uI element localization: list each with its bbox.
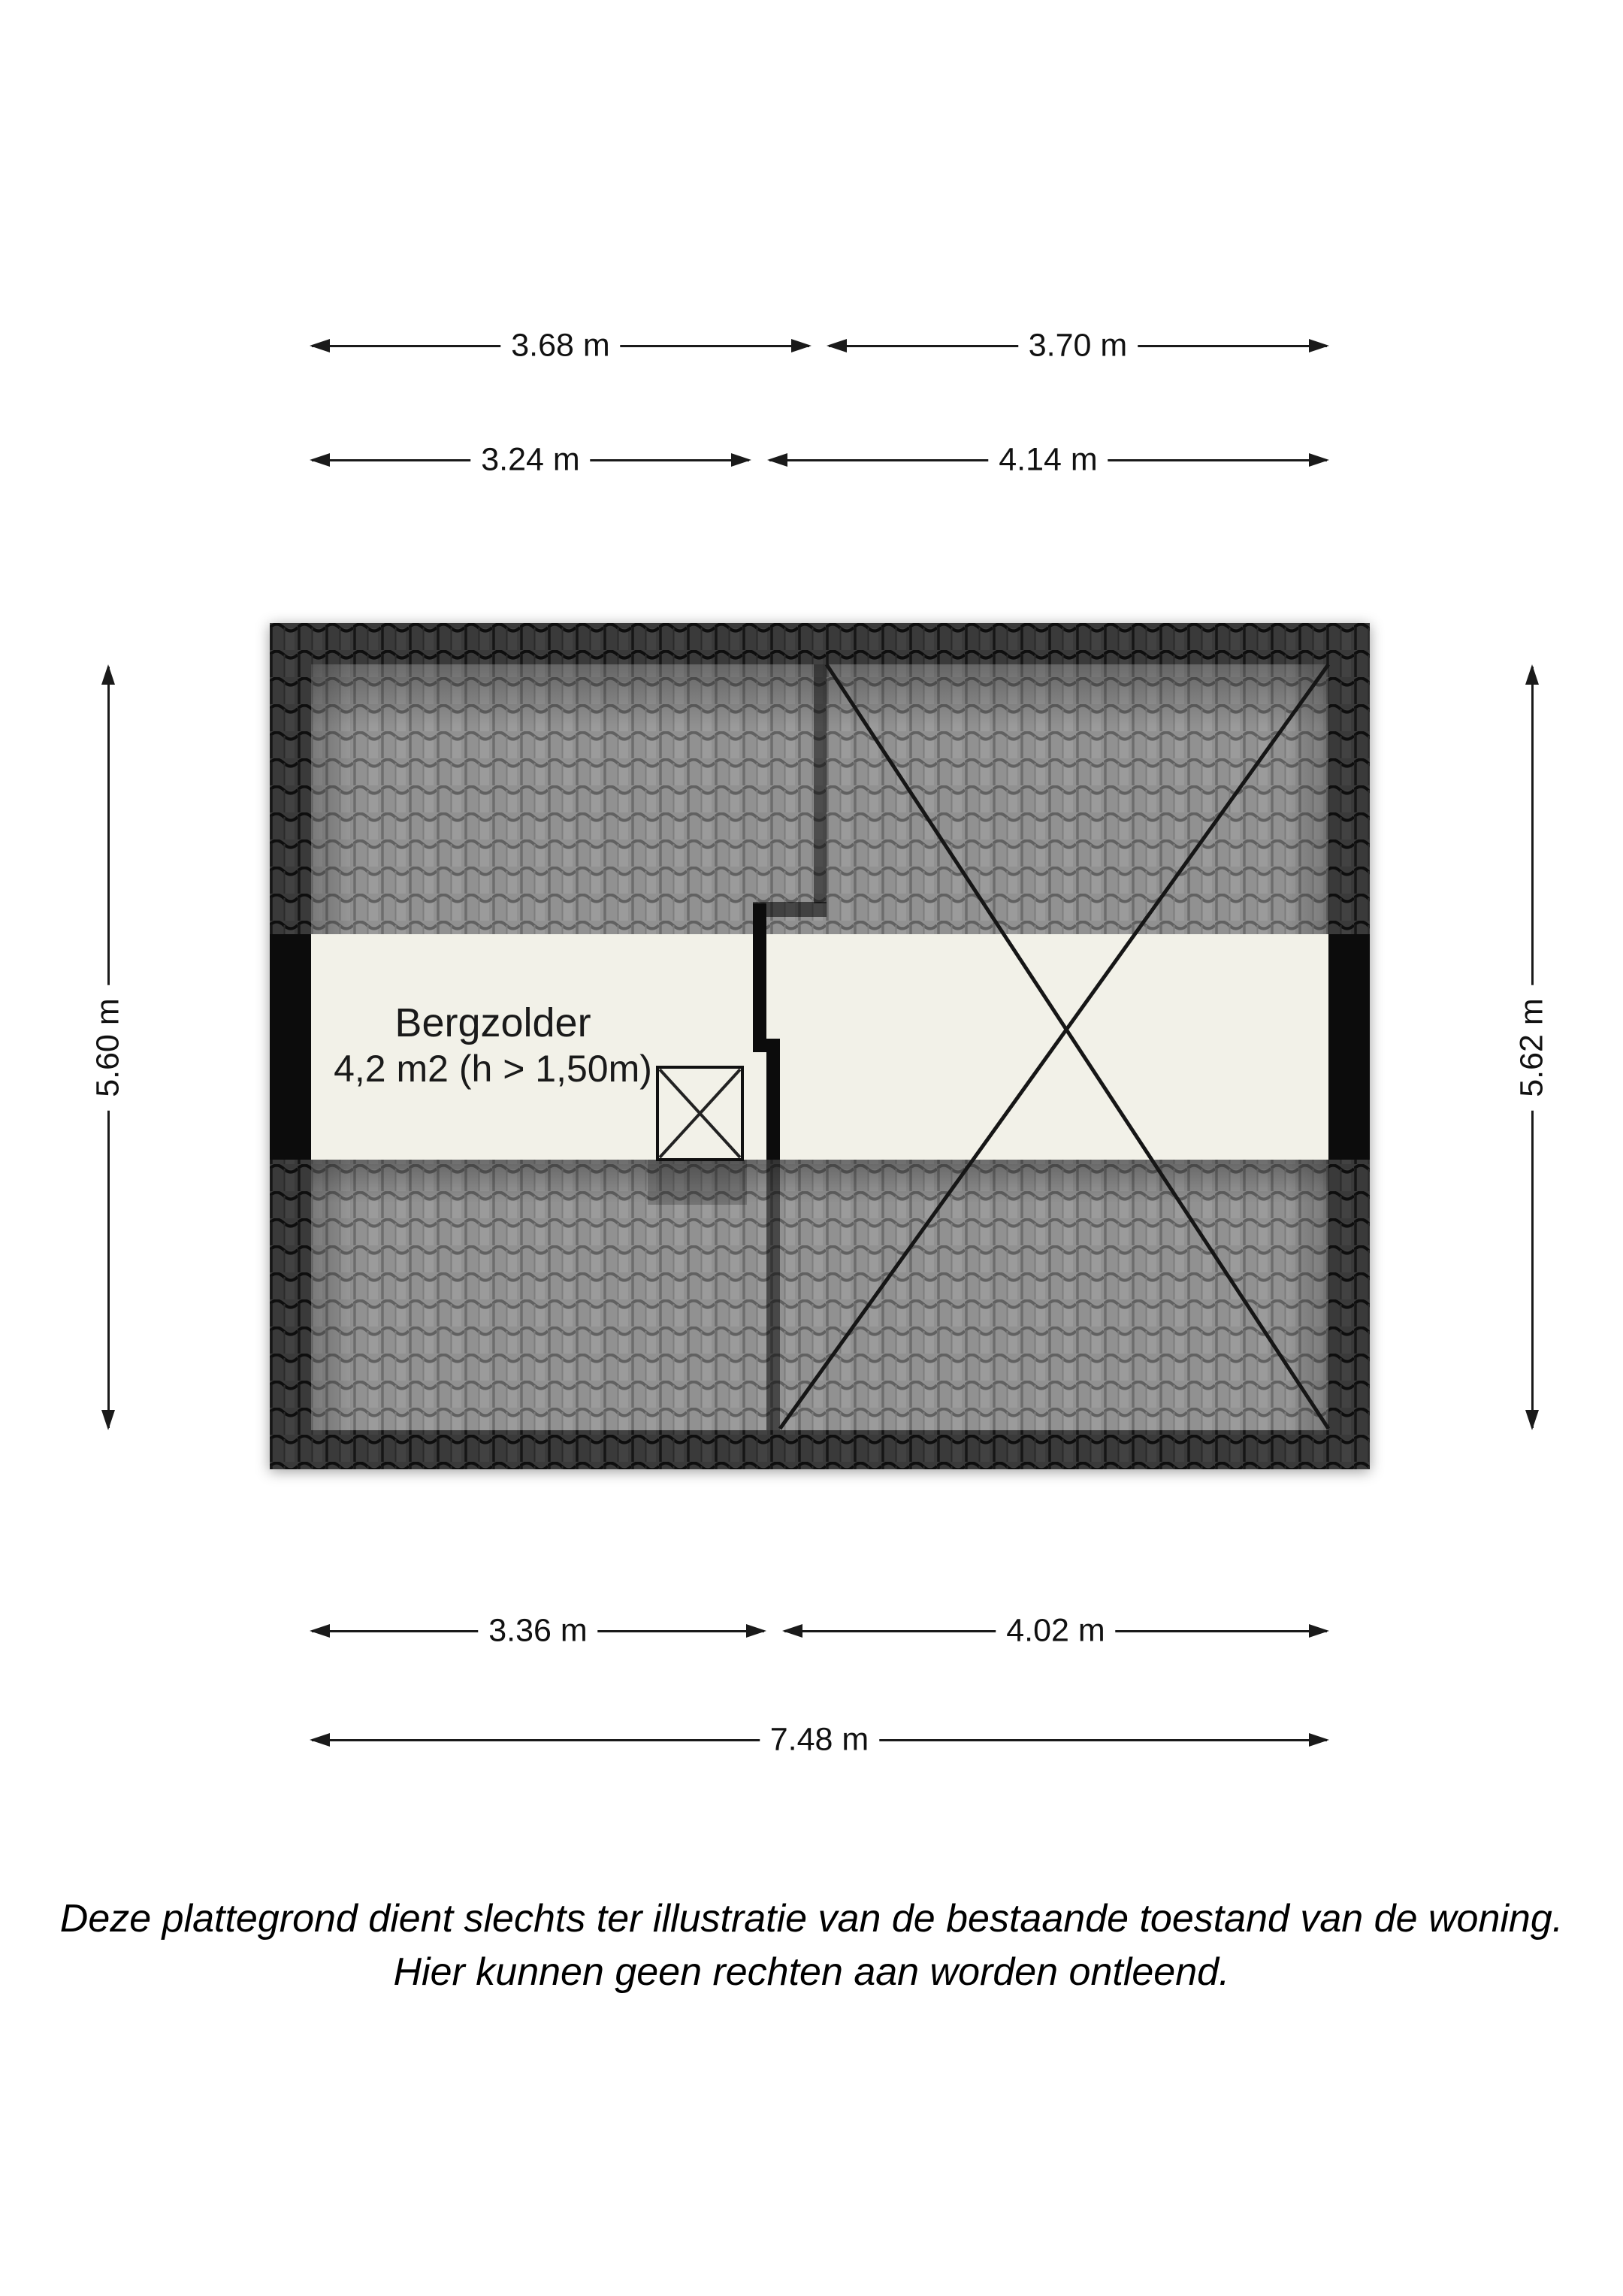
room-area: 4,2 m2 (h > 1,50m)	[334, 1048, 652, 1091]
arrowhead-left-icon	[310, 453, 330, 467]
disclaimer	[0, 1892, 1623, 1999]
arrowhead-down-icon	[1525, 1410, 1539, 1430]
disclaimer-line-1: Deze plattegrond dient slechts ter illustratie van de bestaande toestand van de woning.	[59, 1897, 1564, 1941]
arrowhead-right-icon	[1309, 453, 1329, 467]
dimension-label: 3.68 m	[500, 327, 620, 364]
divider-wall-upper	[814, 664, 827, 903]
arrowhead-right-icon	[1309, 1733, 1329, 1747]
dimension-label: 3.70 m	[1018, 327, 1138, 364]
arrowhead-left-icon	[310, 1733, 330, 1747]
room-name: Bergzolder	[394, 1000, 591, 1045]
divider-wall-jog-mid	[753, 1039, 780, 1052]
dimension-label: 5.60 m	[89, 985, 126, 1110]
arrowhead-up-icon	[1525, 664, 1539, 685]
divider-wall-bottom	[766, 1160, 780, 1430]
arrowhead-left-icon	[767, 453, 787, 467]
arrowhead-right-icon	[1309, 339, 1329, 352]
flue-shadow	[648, 1160, 747, 1205]
wall-stub-right	[1328, 934, 1370, 1160]
dimension-label: 4.14 m	[988, 441, 1108, 478]
dimension-label: 4.02 m	[996, 1612, 1115, 1649]
wall-stub-left	[270, 934, 311, 1160]
room-label-block	[334, 1001, 652, 1090]
dimension-label: 7.48 m	[760, 1721, 879, 1758]
arrowhead-up-icon	[101, 664, 115, 685]
arrowhead-left-icon	[310, 1624, 330, 1638]
arrowhead-right-icon	[1309, 1624, 1329, 1638]
divider-wall-lower	[766, 1052, 780, 1160]
arrowhead-right-icon	[791, 339, 812, 352]
disclaimer-line-2: Hier kunnen geen rechten aan worden ontleend.	[393, 1950, 1230, 1994]
divider-wall-mid	[753, 903, 766, 1052]
dimension-label: 3.36 m	[478, 1612, 597, 1649]
arrowhead-left-icon	[827, 339, 847, 352]
arrowhead-down-icon	[101, 1410, 115, 1430]
arrowhead-left-icon	[310, 339, 330, 352]
arrowhead-right-icon	[746, 1624, 766, 1638]
dimension-label: 5.62 m	[1513, 985, 1550, 1110]
arrowhead-left-icon	[782, 1624, 802, 1638]
dimension-label: 3.24 m	[470, 441, 590, 478]
arrowhead-right-icon	[731, 453, 751, 467]
